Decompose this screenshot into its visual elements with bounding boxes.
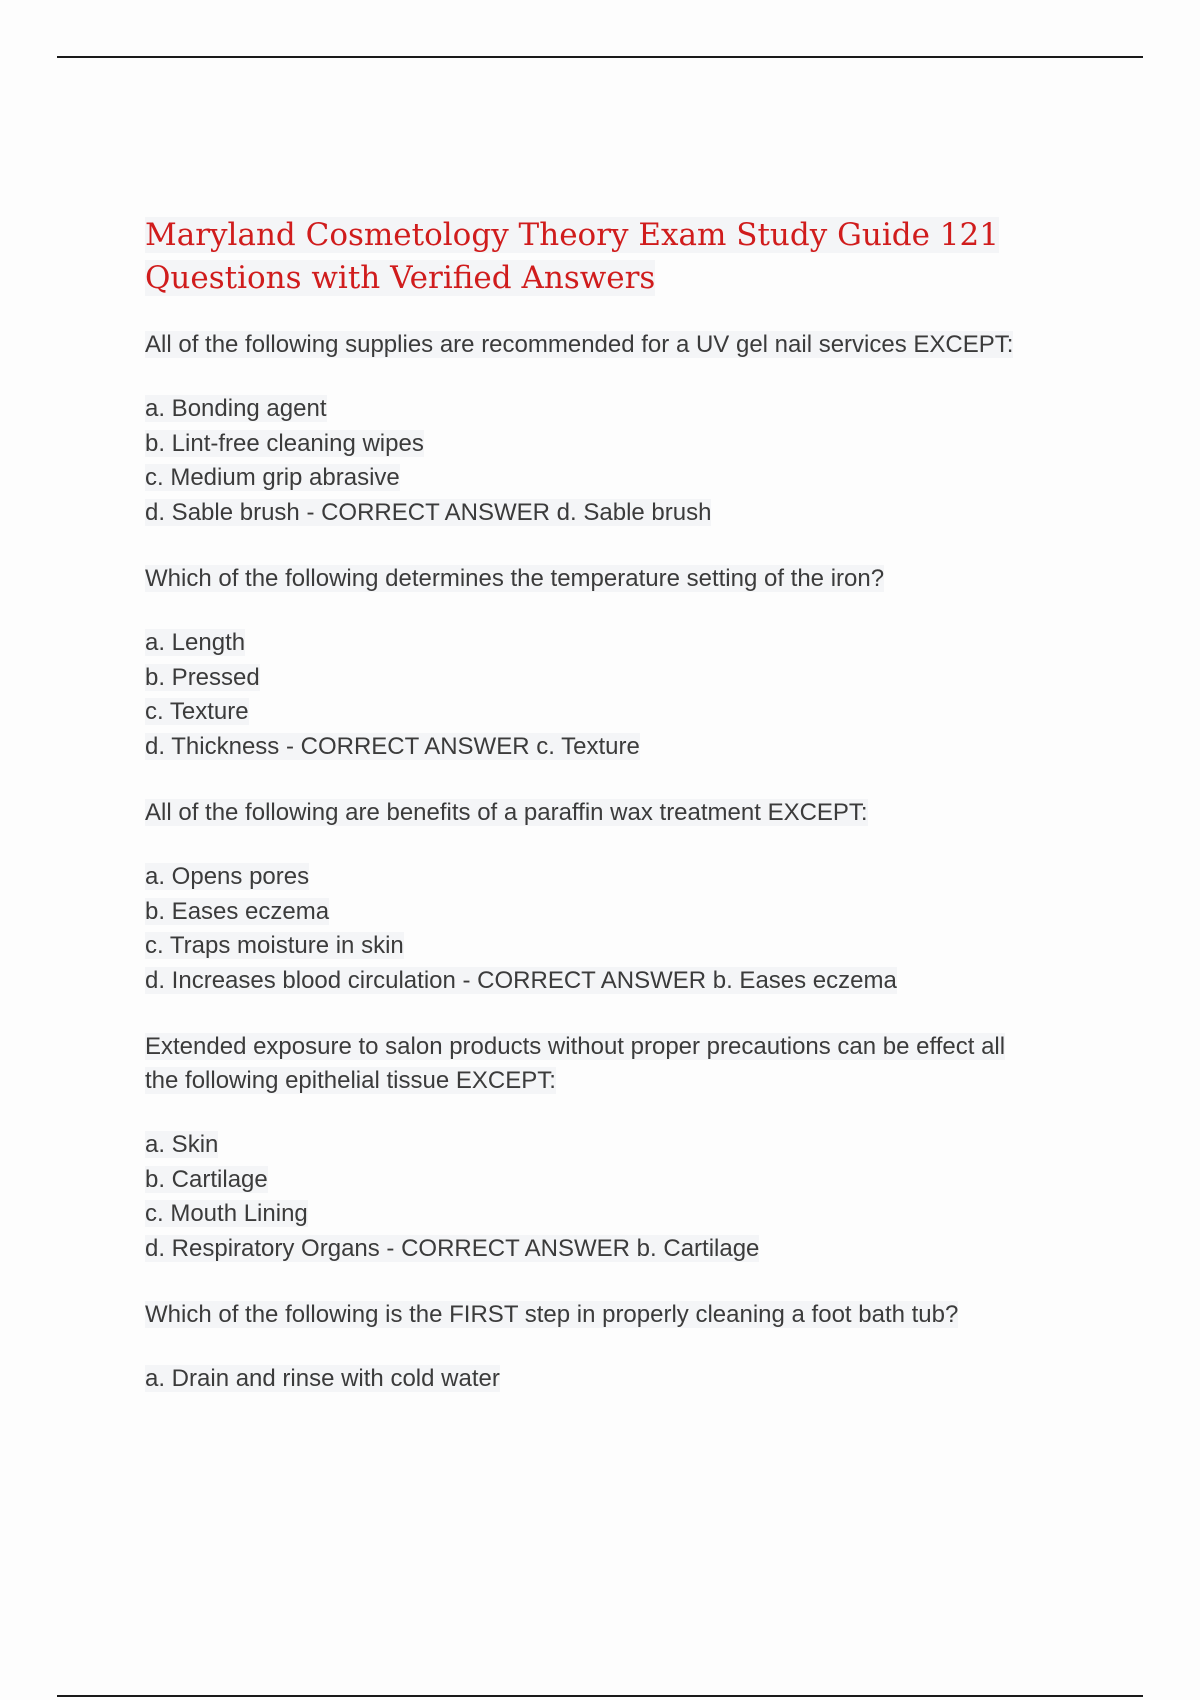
answer-options <box>145 1128 1085 1266</box>
answer-option: b. Lint-free cleaning wipes <box>145 429 424 457</box>
footer-rule <box>57 1695 1143 1697</box>
answer-option: c. Mouth Lining <box>145 1200 308 1227</box>
answer-option-with-correct-answer: d. Thickness - CORRECT ANSWER c. Texture <box>145 732 640 760</box>
answer-option: a. Drain and rinse with cold water <box>145 1365 500 1392</box>
answer-options <box>145 1362 1085 1397</box>
question-block <box>145 328 1085 530</box>
answer-option: a. Skin <box>145 1131 219 1158</box>
answer-options <box>145 626 1085 764</box>
question-text: Which of the following is the FIRST step in properly cleaning a foot bath tub? <box>145 1301 959 1328</box>
answer-option: b. Pressed <box>145 663 260 691</box>
answer-option: a. Bonding agent <box>145 395 327 422</box>
question-block <box>145 796 1085 998</box>
answer-option-with-correct-answer: d. Respiratory Organs - CORRECT ANSWER b. Cartilage <box>145 1234 760 1262</box>
question-block <box>145 1298 1085 1397</box>
answer-option: b. Eases eczema <box>145 897 330 925</box>
header-rule <box>57 56 1143 58</box>
title-line-2: Questions with Verified Answers <box>145 260 656 296</box>
document-body <box>145 214 1085 1397</box>
answer-options <box>145 860 1085 998</box>
title-line-1: Maryland Cosmetology Theory Exam Study Guide 121 <box>145 217 999 253</box>
answer-option: c. Medium grip abrasive <box>145 464 400 491</box>
document-title <box>145 214 1085 300</box>
answer-option: c. Texture <box>145 698 249 725</box>
answer-options <box>145 392 1085 530</box>
answer-option-with-correct-answer: d. Sable brush - CORRECT ANSWER d. Sable brush <box>145 498 712 526</box>
question-block <box>145 562 1085 764</box>
answer-option: c. Traps moisture in skin <box>145 932 404 959</box>
question-block <box>145 1030 1085 1266</box>
question-text: Extended exposure to salon products without proper precautions can be effect all the following epithelial tissue EXCEPT: <box>145 1033 1006 1094</box>
answer-option-with-correct-answer: d. Increases blood circulation - CORRECT ANSWER b. Eases eczema <box>145 966 897 994</box>
question-text: Which of the following determines the temperature setting of the iron? <box>145 565 885 592</box>
question-text: All of the following are benefits of a paraffin wax treatment EXCEPT: <box>145 799 868 826</box>
answer-option: b. Cartilage <box>145 1165 268 1193</box>
answer-option: a. Length <box>145 629 246 656</box>
question-text: All of the following supplies are recommended for a UV gel nail services EXCEPT: <box>145 331 1014 358</box>
answer-option: a. Opens pores <box>145 863 310 890</box>
